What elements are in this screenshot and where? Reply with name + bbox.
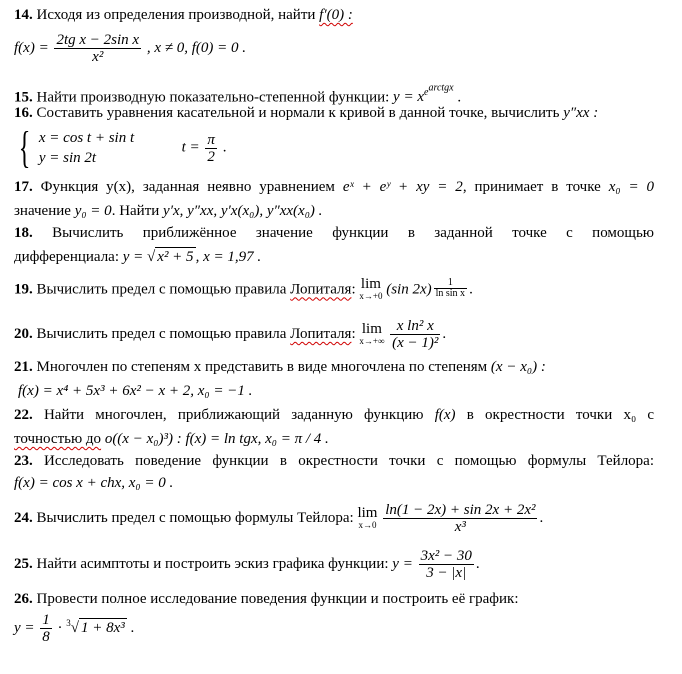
problem-text: Вычислить предел с помощью правила xyxy=(36,325,287,342)
dot: · xyxy=(57,619,63,636)
equation-system xyxy=(39,128,134,168)
formula: eˣ + eʸ + xy = 2 xyxy=(342,179,463,195)
lim-sub: x→+∞ xyxy=(359,335,385,346)
problem-16-system xyxy=(14,123,227,172)
brace-icon: { xyxy=(18,123,31,172)
formula: y′x, y″xx, y′x(x₀), y″xx(x₀) . xyxy=(163,203,323,219)
rule-name: Лопиталя xyxy=(290,281,352,298)
problem-text: Провести полное исследование поведения функции и построить её график: xyxy=(36,591,519,607)
problem-text: точностью до xyxy=(14,431,102,447)
problem-number: 19. xyxy=(14,281,33,298)
lim: lim xyxy=(361,320,382,337)
numerator: x ln² x xyxy=(396,318,434,334)
problem-number: 23. xyxy=(14,453,33,469)
numerator: π xyxy=(207,131,215,148)
sqrt-icon: √ xyxy=(147,249,156,265)
limit xyxy=(359,278,382,302)
problem-text: , принимает в точке xyxy=(462,179,601,195)
problem-14 xyxy=(14,6,353,24)
formula-fx: f(x) = xyxy=(14,39,49,56)
problem-text: Найти асимптоты и построить эскиз графика функции: xyxy=(36,555,389,572)
formula-condition: , x ≠ 0, f(0) = 0 . xyxy=(146,39,246,56)
lim: lim xyxy=(360,276,381,292)
period: . xyxy=(475,555,480,572)
formula: (sin 2x) xyxy=(386,281,432,298)
period: . xyxy=(539,509,544,526)
formula-target: (x − x₀) : xyxy=(490,359,546,375)
denominator: x² xyxy=(54,48,141,65)
problem-number: 17. xyxy=(14,179,33,195)
numerator: 3x² − 30 xyxy=(420,548,472,564)
denominator: 3 − |x| xyxy=(419,564,474,581)
problem-text: Исходя из определения производной, найти xyxy=(36,7,316,23)
problem-number: 22. xyxy=(14,407,33,423)
problem-text: Составить уравнения касательной и нормали к кривой в данной точке, вычислить xyxy=(36,105,560,121)
lim: lim xyxy=(357,504,378,521)
problem-number: 21. xyxy=(14,359,33,375)
formula: x₀ = 0 xyxy=(608,179,655,195)
problem-text: в окрестности точки x₀ с xyxy=(466,407,655,423)
problem-number: 25. xyxy=(14,555,33,572)
period: . xyxy=(222,139,227,156)
formula: f(x) = cos x + chx, x₀ = 0 . xyxy=(14,475,174,491)
formula: , x = 1,97 . xyxy=(195,249,262,265)
denominator: (x − 1)² xyxy=(392,335,439,351)
problem-text: Многочлен по степеням x представить в виде многочлена по степеням xyxy=(36,359,488,375)
denominator: 2 xyxy=(205,148,217,165)
problem-text: Функция y(x), заданная неявно уравнением xyxy=(40,179,335,195)
denominator: x³ xyxy=(383,518,537,535)
problem-19: 19. Вычислить предел с помощью правила Лопиталя: lim x→+0 (sin 2x) $\frac{1}{\text{ln sin x}}$ . xyxy=(14,276,473,301)
radicand: x² + 5 xyxy=(157,249,194,265)
problem-18-cont xyxy=(14,247,261,266)
problem-22-cont xyxy=(14,430,329,448)
numerator: 1 xyxy=(42,612,50,628)
period: . xyxy=(130,619,135,636)
period: . xyxy=(457,89,462,106)
problem-16 xyxy=(14,104,598,122)
lim-sub: x→0 xyxy=(358,519,377,530)
system-line: x = cos t + sin t xyxy=(38,130,135,146)
lim-sub: x→+0 xyxy=(359,291,383,301)
root-index: 3 xyxy=(66,617,71,628)
system-line: y = sin 2t xyxy=(38,150,97,166)
formula-exp: e xyxy=(423,87,429,99)
problem-number: 16. xyxy=(14,105,33,121)
problem-24 xyxy=(14,502,543,535)
fraction xyxy=(40,612,52,645)
problem-text: Найти производную показательно-степенной функции: xyxy=(36,89,390,106)
formula: y = xyxy=(122,249,144,265)
problem-18 xyxy=(14,224,654,242)
numerator: 1 xyxy=(447,277,453,288)
fraction xyxy=(205,132,217,165)
formula xyxy=(393,83,454,106)
numerator: ln(1 − 2x) + sin 2x + 2x² xyxy=(385,502,536,518)
problem-text: Найти многочлен, приближающий заданную функцию xyxy=(43,407,424,423)
numerator: 2tg x − 2sin x xyxy=(56,32,140,48)
rule-name: Лопиталя xyxy=(290,325,352,342)
problem-number: 14. xyxy=(14,7,33,23)
fraction xyxy=(390,318,440,351)
exponent-fraction xyxy=(434,278,467,299)
problem-text: дифференциала: xyxy=(14,249,120,265)
problem-number: 15. xyxy=(14,89,33,106)
fraction xyxy=(54,32,141,65)
problem-number: 20. xyxy=(14,325,33,342)
problem-21-formula xyxy=(18,382,252,400)
problem-25 xyxy=(14,548,480,581)
formula: y = xyxy=(14,619,35,636)
formula: f(x) = x⁴ + 5x³ + 6x² − x + 2, x₀ = −1 . xyxy=(18,383,253,399)
problem-14-formula xyxy=(14,32,246,65)
problem-number: 24. xyxy=(14,509,33,526)
formula-base: y = x xyxy=(393,89,424,106)
problem-text: Вычислить предел с помощью формулы Тейлора: xyxy=(36,509,354,526)
formula: y₀ = 0 xyxy=(74,203,112,219)
limit xyxy=(357,504,378,531)
problem-23-formula xyxy=(14,474,173,492)
problem-15 xyxy=(14,80,461,106)
problem-26 xyxy=(14,590,519,608)
problem-number: 18. xyxy=(14,225,33,241)
denominator: ln sin x xyxy=(435,288,466,299)
period: . xyxy=(442,325,447,342)
fraction xyxy=(383,502,537,535)
problem-22 xyxy=(14,406,654,424)
denominator: 8 xyxy=(42,629,50,645)
formula: y = xyxy=(392,555,413,572)
formula-exp2: arctgx xyxy=(428,83,454,94)
problem-text: Вычислить предел с помощью правила xyxy=(36,281,287,298)
problem-23 xyxy=(14,452,654,470)
problem-17-cont xyxy=(14,202,322,220)
problem-text: . Найти xyxy=(111,203,160,219)
problem-number: 26. xyxy=(14,591,33,607)
problem-text: Исследовать поведение функции в окрестности точки с помощью формулы Тейлора: xyxy=(44,453,654,469)
sqrt-icon: √ xyxy=(70,619,80,636)
problem-26-formula xyxy=(14,612,134,645)
formula-target: f′(0) : xyxy=(319,7,353,23)
problem-21 xyxy=(14,358,546,376)
problem-text: значение xyxy=(14,203,71,219)
limit xyxy=(359,320,385,347)
formula-target: y″xx : xyxy=(563,105,599,121)
problem-20: 20. Вычислить предел с помощью правила Лопиталя: lim x→+∞ $\frac{\text{x ln² x}}{\text{(x − 1)²}}$ . xyxy=(14,318,447,351)
problem-text: Вычислить приближённое значение функции в заданной точке с помощью xyxy=(52,225,654,241)
period: . xyxy=(469,281,473,298)
radicand: 1 + 8x³ xyxy=(81,619,125,636)
fraction xyxy=(419,548,474,581)
formula: o((x − x₀)³) : xyxy=(104,431,182,447)
param: t = xyxy=(181,139,200,156)
formula: f(x) xyxy=(434,407,456,423)
formula: f(x) = ln tgx, x₀ = π / 4 . xyxy=(185,431,329,447)
problem-17 xyxy=(14,178,654,196)
